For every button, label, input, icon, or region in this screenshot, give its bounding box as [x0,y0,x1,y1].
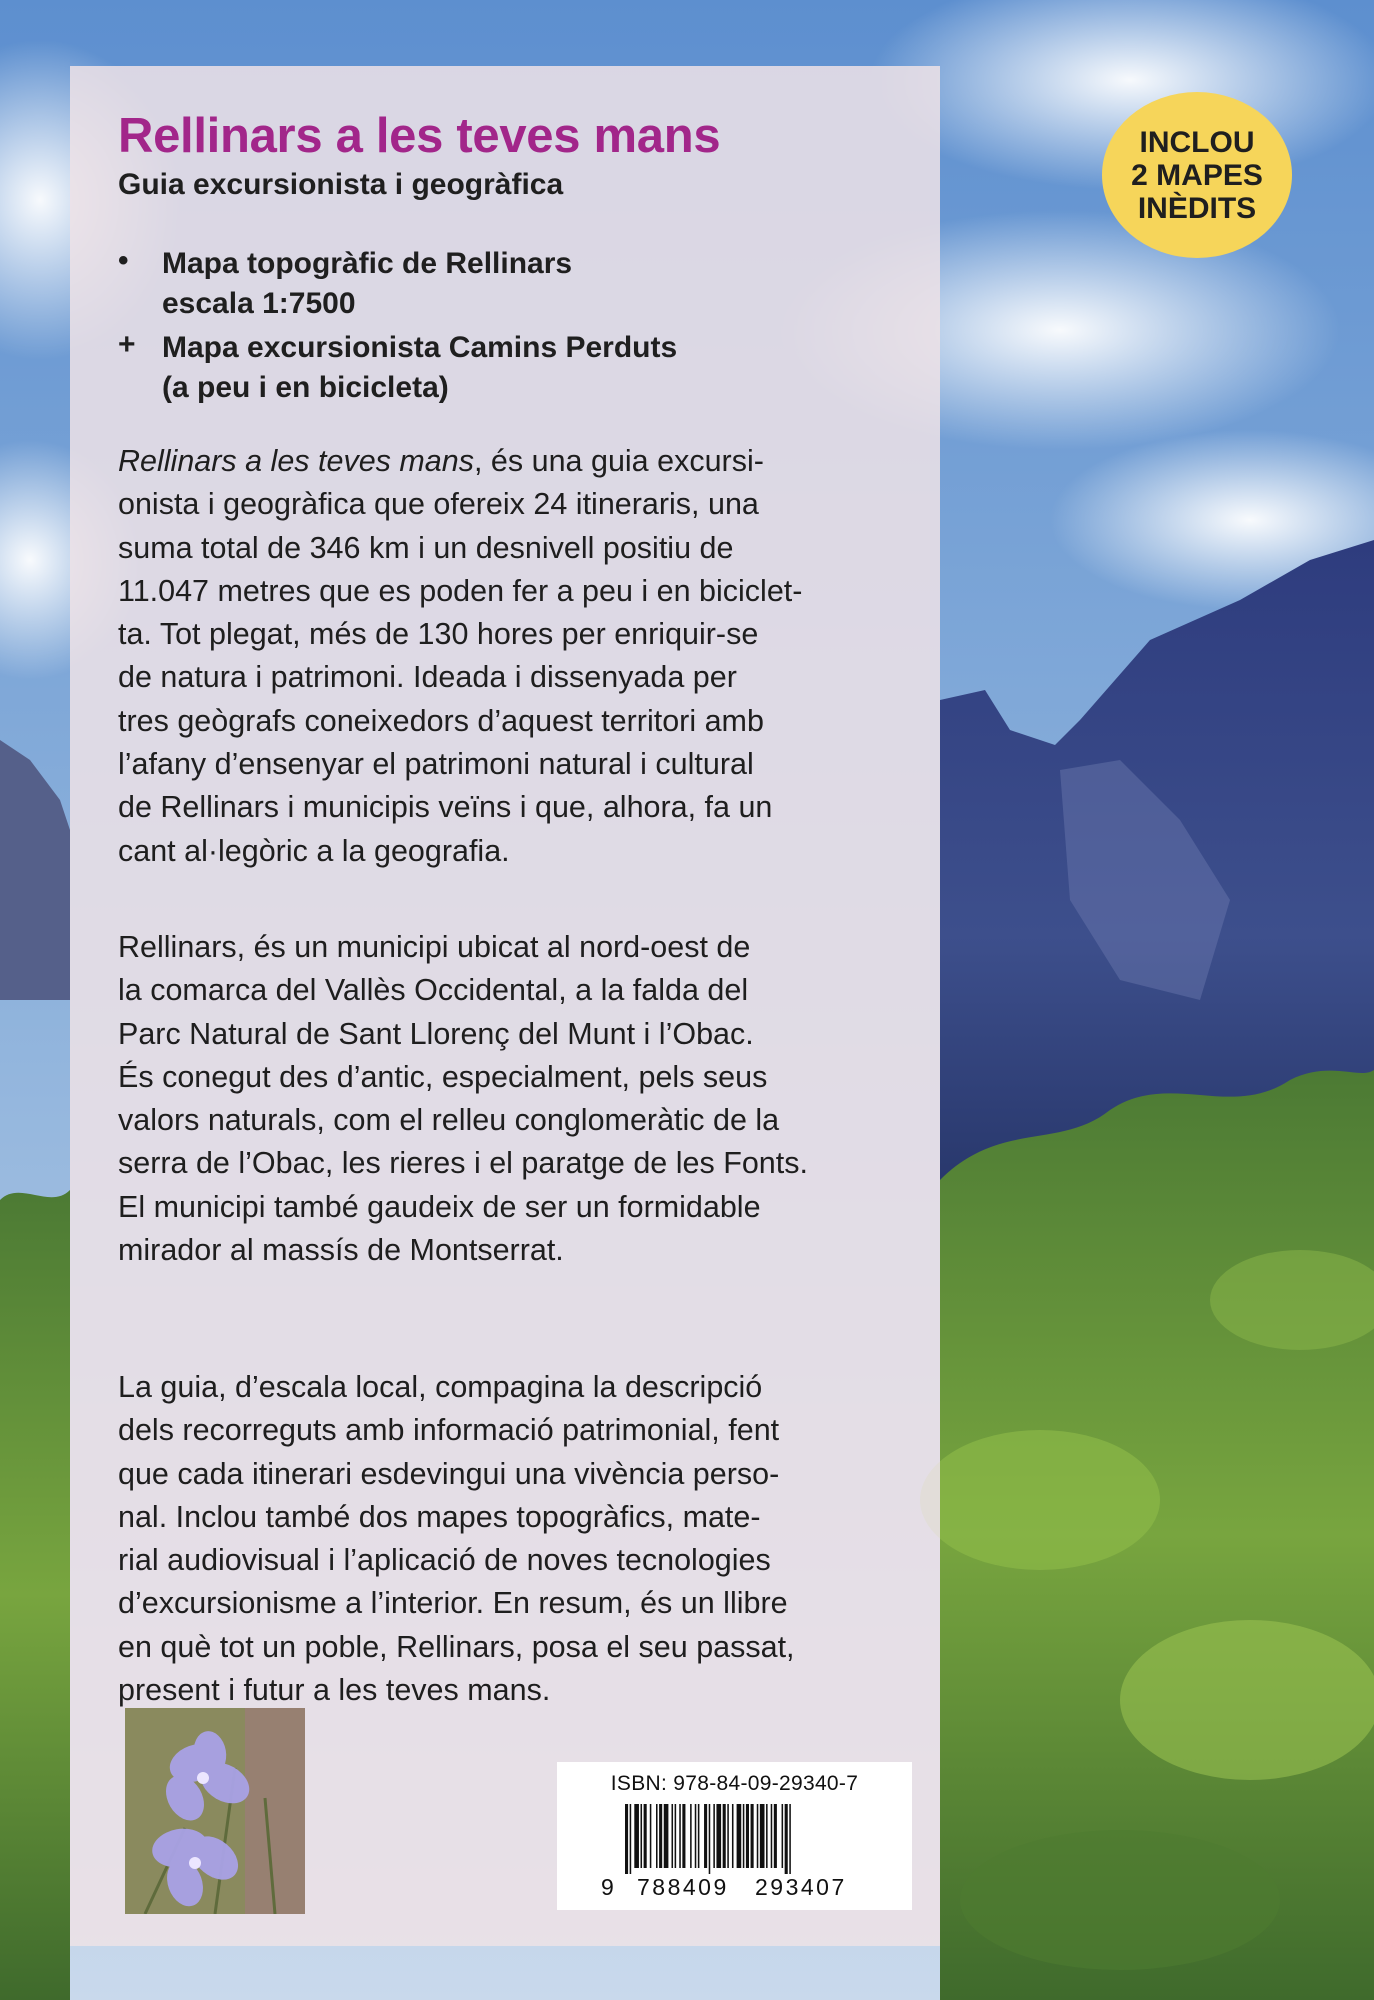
paragraph-line: en què tot un poble, Rellinars, posa el seu passat, [118,1629,795,1664]
barcode-bar [675,1804,677,1868]
paragraph-line: mirador al massís de Montserrat. [118,1233,564,1268]
paragraph-line: 11.047 metres que es poden fer a peu i en biciclet- [118,573,803,608]
barcode-bars [625,1804,845,1874]
barcode-bar [630,1804,632,1874]
barcode-bar [727,1804,729,1868]
barcode-bar [664,1804,669,1868]
paragraph-line: la comarca del Vallès Occidental, a la falda del [118,973,749,1008]
barcode-digits-right: 293407 [755,1874,847,1900]
paragraph-line: suma total de 346 km i un desnivell positiu de [118,530,734,565]
paragraph-line: El municipi també gaudeix de ser un formidable [118,1189,761,1224]
text-panel [70,66,940,1946]
paragraph-line [118,440,908,483]
barcode-digit-first: 9 [601,1874,614,1900]
feature-line: (a peu i en bicicleta) [162,371,449,404]
paragraph-line: onista i geogràfica que ofereix 24 itineraris, una [118,487,759,522]
barcode-bar [760,1804,765,1868]
badge-line: 2 MAPES [1131,158,1263,192]
barcode-bar [716,1804,721,1868]
book-title: Rellinars a les teves mans [118,109,721,163]
barcode-bar [774,1804,777,1868]
paragraph-line: cant al·legòric a la geografia. [118,833,510,868]
barcode-bar [704,1804,707,1868]
barcode-bar [659,1804,662,1868]
barcode-bar [709,1804,711,1874]
feature-line: Mapa topogràfic de Rellinars [162,247,573,280]
paragraph-line: Rellinars, és un municipi ubicat al nord-oest de [118,930,751,964]
barcode-bar [625,1804,628,1874]
barcode-bar [713,1804,715,1868]
barcode-bar [644,1804,647,1868]
paragraph-line: que cada itinerari esdevingui una vivència perso- [118,1456,780,1491]
barcode-bar [746,1804,749,1868]
barcode-bar [771,1804,773,1868]
paragraph-line: valors naturals, com el relleu conglomeràtic de la [118,1103,780,1138]
feature-line: escala 1:7500 [162,287,356,320]
book-title-italic: Rellinars a les teves mans [118,444,474,478]
barcode-bar [695,1804,697,1868]
feature-list [118,244,898,412]
barcode-bar [650,1804,652,1868]
barcode-bar [751,1804,754,1868]
feature-item-hiking-map [118,328,898,408]
barcode-bar [782,1804,784,1868]
barcode-bar [672,1804,674,1868]
paragraph-line: de natura i patrimoni. Ideada i dissenyada per [118,660,737,695]
description-paragraph-3 [118,1366,908,1712]
barcode-bar [743,1804,745,1868]
isbn-barcode [557,1762,912,1910]
barcode-bar [641,1804,643,1868]
badge-line: INCLOU [1139,125,1255,159]
badge-line: INÈDITS [1137,191,1257,225]
paragraph-line: Parc Natural de Sant Llorenç del Munt i l’Obac. [118,1016,754,1051]
paragraph-line: l’afany d’ensenyar el patrimoni natural i cultural [118,747,754,782]
barcode-bar [698,1804,700,1868]
feature-item-topographic-map [118,244,898,324]
barcode-bar [789,1804,791,1874]
isbn-label: ISBN: 978-84-09-29340-7 [610,1772,859,1795]
description-paragraph-2 [118,926,908,1272]
paragraph-line: nal. Inclou també dos mapes topogràfics, mate- [118,1499,761,1534]
barcode-bar [682,1804,685,1868]
barcode-bar [679,1804,681,1868]
barcode-bar [785,1804,788,1874]
paragraph-line: d’excursionisme a l’interior. En resum, és un llibre [118,1586,788,1621]
barcode-bar [656,1804,658,1868]
paragraph-line: serra de l’Obac, les rieres i el paratge de les Fonts. [118,1146,808,1181]
description-paragraph-1 [118,440,908,873]
paragraph-line: present i futur a les teves mans. [118,1673,551,1708]
paragraph-line: dels recorreguts amb informació patrimonial, fent [118,1413,780,1448]
barcode-bar [737,1804,742,1868]
barcode-bar [757,1804,759,1868]
barcode-bar [766,1804,768,1868]
barcode-bar [634,1804,639,1868]
barcode-bar [732,1804,734,1868]
paragraph-line: de Rellinars i municipis veïns i que, alhora, fa un [118,790,773,825]
bullet-mark: • [118,244,129,277]
barcode-bar [690,1804,692,1868]
book-subtitle: Guia excursionista i geogràfica [118,168,564,201]
feature-line: Mapa excursionista Camins Perduts [162,331,678,364]
paragraph-line: La guia, d’escala local, compagina la descripció [118,1370,763,1404]
flower-photo [125,1708,305,1914]
paragraph-line: És conegut des d’antic, especialment, pels seus [118,1059,768,1094]
barcode-digits-left: 788409 [637,1874,729,1900]
paragraph-line: tres geògrafs coneixedors d’aquest territori amb [118,703,764,738]
plus-mark: + [118,328,136,361]
maps-badge [1102,92,1292,258]
paragraph-line: ta. Tot plegat, més de 130 hores per enriquir-se [118,617,759,652]
paragraph-line: rial audiovisual i l’aplicació de noves tecnologies [118,1543,771,1578]
flower-illustration [125,1708,305,1914]
barcode-bar [723,1804,726,1868]
paragraph-line-text: , és una guia excursi- [473,444,764,478]
